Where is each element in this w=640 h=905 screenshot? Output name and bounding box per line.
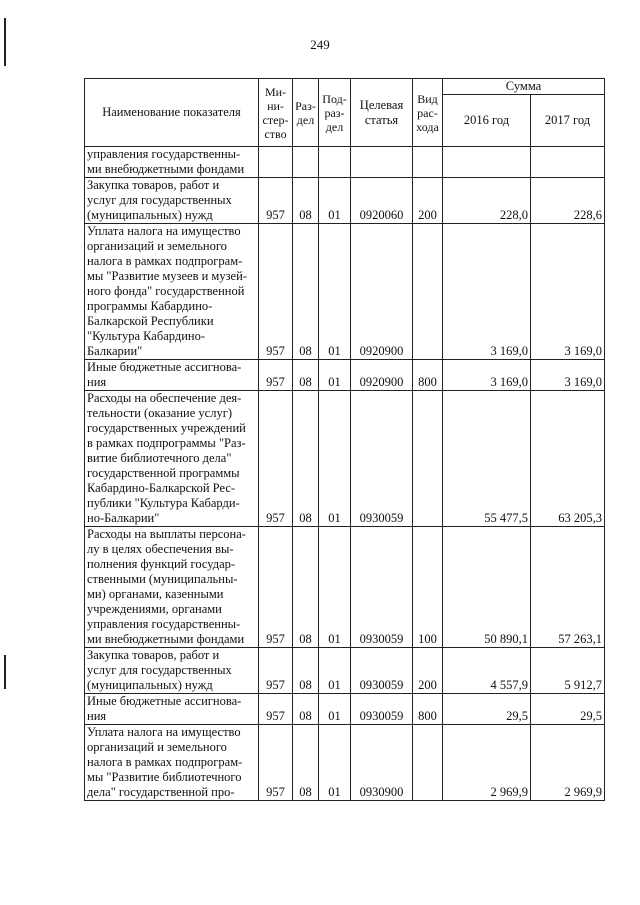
row-type <box>413 224 443 360</box>
row-target: 0930059 <box>351 648 413 694</box>
row-subsection: 01 <box>319 648 351 694</box>
row-ministry: 957 <box>259 391 293 527</box>
row-target: 0930900 <box>351 725 413 801</box>
row-type: 200 <box>413 648 443 694</box>
row-section: 08 <box>293 391 319 527</box>
row-type <box>413 147 443 178</box>
row-section: 08 <box>293 527 319 648</box>
header-year-2016: 2016 год <box>443 95 531 147</box>
header-year-2017: 2017 год <box>531 95 605 147</box>
row-target: 0920900 <box>351 360 413 391</box>
header-name: Наименование показателя <box>85 79 259 147</box>
row-subsection: 01 <box>319 224 351 360</box>
row-target <box>351 147 413 178</box>
row-ministry: 957 <box>259 725 293 801</box>
row-subsection: 01 <box>319 360 351 391</box>
row-name: Закупка товаров, работ и услуг для государственных (муниципальных) нужд <box>85 178 259 224</box>
row-target: 0920060 <box>351 178 413 224</box>
header-ministry: Ми- ни- стер- ство <box>259 79 293 147</box>
row-ministry: 957 <box>259 694 293 725</box>
row-sum-2016: 228,0 <box>443 178 531 224</box>
row-name: Иные бюджетные ассигнова- ния <box>85 360 259 391</box>
table-row <box>85 391 605 527</box>
row-sum-2016: 4 557,9 <box>443 648 531 694</box>
row-sum-2016: 29,5 <box>443 694 531 725</box>
row-subsection <box>319 147 351 178</box>
row-type: 800 <box>413 694 443 725</box>
row-sum-2017: 228,6 <box>531 178 605 224</box>
row-name: Расходы на обеспечение дея- тельности (оказание услуг) государственных учреждений в рамках подпрограммы "Раз- витие библиотечного дела" государственной программы Кабардино-Балкарской Рес- публики "Культура Кабарди- но-Балкарии" <box>85 391 259 527</box>
row-section: 08 <box>293 648 319 694</box>
table-row <box>85 694 605 725</box>
table-row <box>85 224 605 360</box>
row-ministry: 957 <box>259 178 293 224</box>
row-subsection: 01 <box>319 391 351 527</box>
row-section <box>293 147 319 178</box>
table-row <box>85 648 605 694</box>
row-section: 08 <box>293 224 319 360</box>
row-sum-2017: 57 263,1 <box>531 527 605 648</box>
row-sum-2017 <box>531 147 605 178</box>
table-row <box>85 725 605 801</box>
row-section: 08 <box>293 360 319 391</box>
page-number: 249 <box>310 37 330 52</box>
budget-table <box>84 78 605 801</box>
row-sum-2017: 3 169,0 <box>531 360 605 391</box>
row-ministry <box>259 147 293 178</box>
row-ministry: 957 <box>259 224 293 360</box>
header-sum: Сумма <box>443 79 605 95</box>
margin-mark <box>4 655 6 689</box>
row-sum-2016 <box>443 147 531 178</box>
row-subsection: 01 <box>319 178 351 224</box>
row-sum-2016: 50 890,1 <box>443 527 531 648</box>
row-type <box>413 391 443 527</box>
row-sum-2017: 29,5 <box>531 694 605 725</box>
row-type: 100 <box>413 527 443 648</box>
row-section: 08 <box>293 178 319 224</box>
row-sum-2017: 2 969,9 <box>531 725 605 801</box>
row-ministry: 957 <box>259 648 293 694</box>
row-name: Иные бюджетные ассигнова- ния <box>85 694 259 725</box>
row-name: Закупка товаров, работ и услуг для государственных (муниципальных) нужд <box>85 648 259 694</box>
table-row <box>85 147 605 178</box>
row-ministry: 957 <box>259 527 293 648</box>
row-name: управления государственны- ми внебюджетными фондами <box>85 147 259 178</box>
table-row <box>85 360 605 391</box>
row-sum-2017: 3 169,0 <box>531 224 605 360</box>
row-name: Уплата налога на имущество организаций и земельного налога в рамках подпрограм- мы "Развитие библиотечного дела" государственной про- <box>85 725 259 801</box>
row-sum-2016: 55 477,5 <box>443 391 531 527</box>
row-target: 0920900 <box>351 224 413 360</box>
header-target: Целевая статья <box>351 79 413 147</box>
row-section: 08 <box>293 725 319 801</box>
header-section: Раз- дел <box>293 79 319 147</box>
table-row <box>85 178 605 224</box>
row-sum-2016: 3 169,0 <box>443 224 531 360</box>
row-subsection: 01 <box>319 694 351 725</box>
row-sum-2016: 2 969,9 <box>443 725 531 801</box>
row-target: 0930059 <box>351 694 413 725</box>
row-subsection: 01 <box>319 527 351 648</box>
row-name: Расходы на выплаты персона- лу в целях обеспечения вы- полнения функций государ- ственными (муниципальны- ми) органами, казенными учреждениями, органами управления государственны- ми внебюджетными фондами <box>85 527 259 648</box>
row-sum-2017: 5 912,7 <box>531 648 605 694</box>
row-target: 0930059 <box>351 527 413 648</box>
row-section: 08 <box>293 694 319 725</box>
row-name: Уплата налога на имущество организаций и земельного налога в рамках подпрограм- мы "Развитие музеев и музей- ного фонда" государственной программы Кабардино- Балкарской Республики "Культура Кабардино- Балкарии" <box>85 224 259 360</box>
row-target: 0930059 <box>351 391 413 527</box>
row-sum-2016: 3 169,0 <box>443 360 531 391</box>
row-type: 800 <box>413 360 443 391</box>
header-subsection: Под- раз- дел <box>319 79 351 147</box>
header-expense-type: Вид рас- хода <box>413 79 443 147</box>
row-subsection: 01 <box>319 725 351 801</box>
row-type <box>413 725 443 801</box>
table-row <box>85 527 605 648</box>
row-ministry: 957 <box>259 360 293 391</box>
row-sum-2017: 63 205,3 <box>531 391 605 527</box>
row-type: 200 <box>413 178 443 224</box>
